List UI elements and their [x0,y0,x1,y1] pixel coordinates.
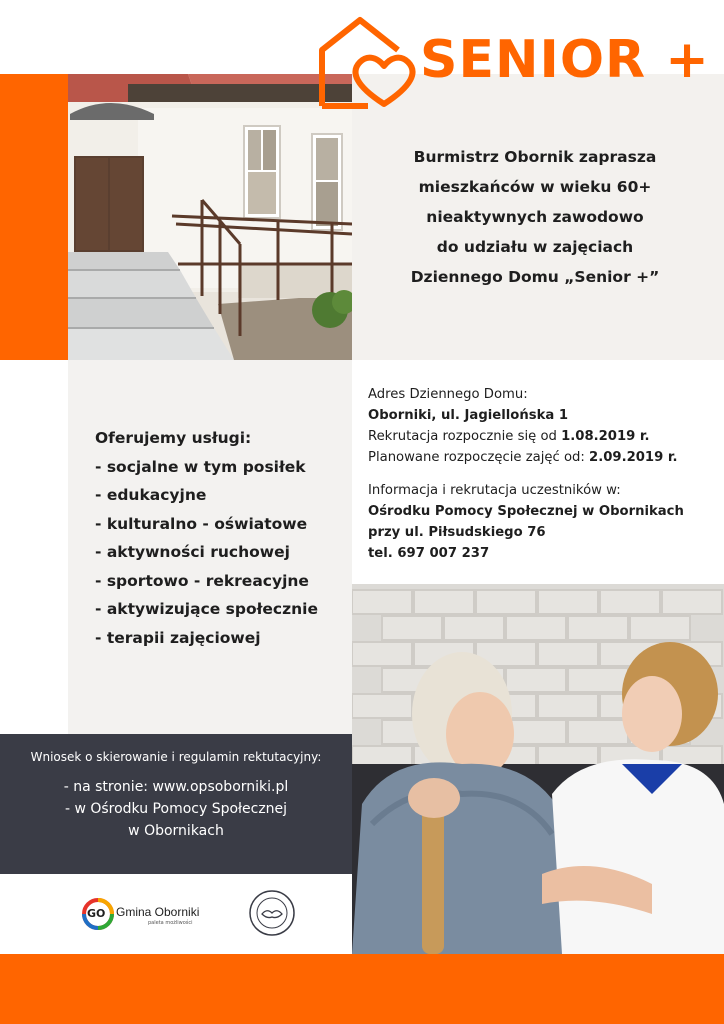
start-line [368,447,718,468]
service-item: - sportowo - rekreacyjne [95,571,309,590]
gmina-oborniki-logo [82,898,222,930]
service-item: - kulturalno - oświatowe [95,514,308,533]
senior-with-carer-photo [352,584,724,954]
office-street: przy ul. Piłsudskiego 76 [368,525,546,540]
invitation-line: Dziennego Domu „Senior +” [410,268,660,286]
start-label: Planowane rozpoczęcie zajęć od: [368,450,590,465]
office-name: Ośrodku Pomocy Społecznej w Obornikach [368,504,684,519]
ops-oborniki-seal [246,888,298,938]
service-item: - aktywizujące społecznie [95,600,318,618]
office-phone: tel. 697 007 237 [368,546,490,561]
recruitment-date: 1.08.2019 r. [561,429,650,444]
gmina-tagline: paleta możliwości [148,920,193,926]
service-item: - socjalne w tym posiłek [95,457,306,476]
orange-footer-band [0,954,724,1024]
services-list [95,424,345,652]
application-line: w Obornikach [128,823,224,839]
ops-seal-icon [246,888,298,938]
orange-side-block [0,74,68,360]
service-item: - edukacyjne [95,486,207,504]
recruitment-line [368,426,718,447]
invitation-line: Burmistrz Obornik zaprasza [413,148,657,166]
address-label: Adres Dziennego Domu: [368,387,528,402]
invitation-line: mieszkańców w wieku 60+ [418,178,652,196]
logo-wordmark: SENIOR + [420,30,710,90]
recruitment-label: Rekrutacja rozpocznie się od [368,429,562,444]
service-item: - aktywności ruchowej [95,543,290,561]
application-line: - na stronie: www.opsoborniki.pl [63,779,289,795]
address-info [368,384,718,564]
address-street: Oborniki, ul. Jagiellońska 1 [368,408,569,423]
invitation-text [380,142,690,292]
start-date: 2.09.2019 r. [589,450,678,465]
gmina-name: Gmina Oborniki [116,905,200,919]
invitation-line: nieaktywnych zawodowo [426,208,644,226]
application-lines [0,776,352,842]
house-heart-icon [316,14,426,110]
info-label: Informacja i rekrutacja uczestników w: [368,483,621,498]
building-entrance-photo [68,74,352,360]
application-line: - w Ośrodku Pomocy Społecznej [64,801,288,817]
application-heading: Wniosek o skierowanie i regulamin rektutacyjny: [30,750,322,764]
services-heading: Oferujemy usługi: [95,429,252,447]
gmina-badge-text: GO [87,907,106,920]
service-item: - terapii zajęciowej [95,628,261,647]
invitation-line: do udziału w zajęciach [436,238,634,256]
